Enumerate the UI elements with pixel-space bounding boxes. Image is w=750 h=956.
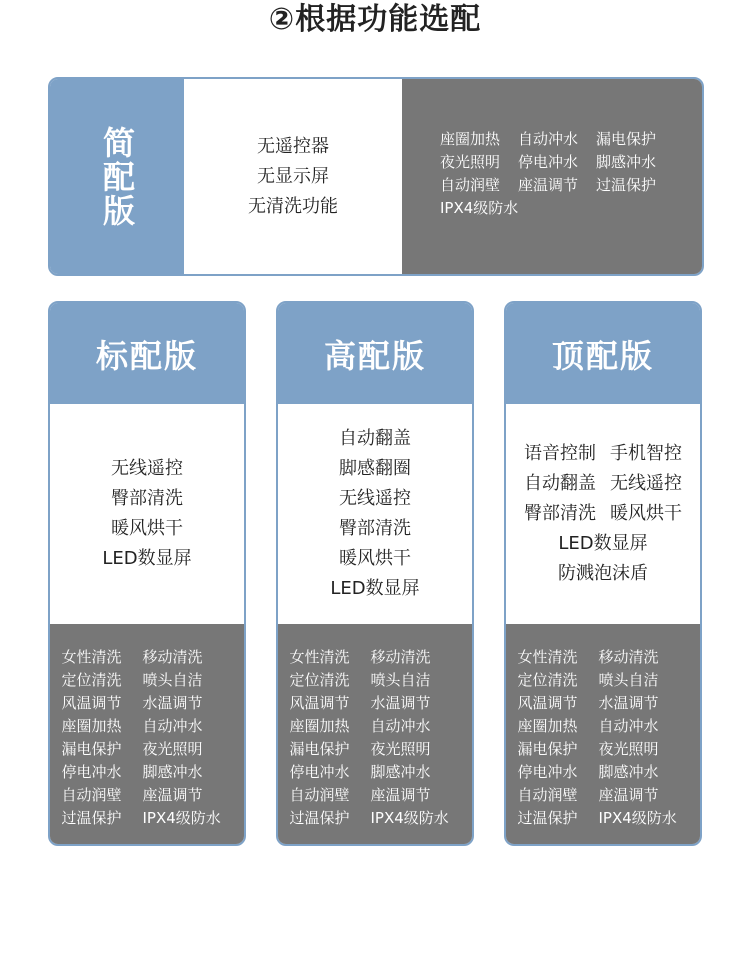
feature-item: 脚感冲水 (370, 763, 431, 781)
feature-item: IPX4级防水 (142, 809, 221, 827)
feature-item: 脚感冲水 (598, 763, 659, 781)
highlight-row (330, 574, 419, 604)
feature-item: 脚感冲水 (596, 153, 657, 171)
page-title: ②根据功能选配 (268, 2, 482, 37)
tier-feature-list (50, 624, 244, 844)
feature-item: 座温调节 (370, 786, 431, 804)
feature-item: 女性清洗 (289, 648, 350, 666)
feature-item: 定位清洗 (517, 671, 578, 689)
feature-item: 水温调节 (142, 694, 203, 712)
feature-item: 自动润壁 (440, 176, 501, 194)
feature-item: 夜光照明 (142, 740, 203, 758)
feature-item: 喷头自洁 (142, 671, 203, 689)
basic-missing-list (184, 79, 402, 274)
feature-item: 漏电保护 (596, 130, 657, 148)
feature-item: 自动冲水 (518, 130, 579, 148)
feature-item: 座圈加热 (61, 717, 122, 735)
premium-edition-card (504, 301, 702, 846)
feature-item: 自动冲水 (370, 717, 431, 735)
feature-item: IPX4级防水 (370, 809, 449, 827)
highlight-row (111, 454, 183, 484)
feature-item: 定位清洗 (61, 671, 122, 689)
highlight-row (339, 514, 411, 544)
highlight-item: 暖风烘干 (111, 518, 183, 539)
highlight-row (558, 559, 648, 589)
tier-highlight-list (278, 404, 472, 624)
feature-item: 漏电保护 (517, 740, 578, 758)
tier-highlight-list (50, 404, 244, 624)
feature-item: 座温调节 (518, 176, 579, 194)
highlight-row (111, 484, 183, 514)
feature-item: 停电冲水 (289, 763, 350, 781)
feature-item: 夜光照明 (370, 740, 431, 758)
feature-item: 座温调节 (598, 786, 659, 804)
feature-item: 水温调节 (598, 694, 659, 712)
feature-item: 过温保护 (289, 809, 350, 827)
highlight-item: 暖风烘干 (610, 503, 682, 524)
feature-item: 风温调节 (61, 694, 122, 712)
highlight-item: 无线遥控 (339, 488, 411, 509)
feature-item: 喷头自洁 (370, 671, 431, 689)
highlight-item: 臀部清洗 (339, 518, 411, 539)
basic-missing-item: 无遥控器 (257, 135, 329, 157)
feature-item: 过温保护 (517, 809, 578, 827)
feature-item: 夜光照明 (598, 740, 659, 758)
feature-item: 漏电保护 (289, 740, 350, 758)
advanced-edition-card (276, 301, 474, 846)
highlight-row (102, 544, 191, 574)
feature-item: 过温保护 (61, 809, 122, 827)
tier-feature-list (506, 624, 700, 844)
feature-item: 自动润壁 (61, 786, 122, 804)
highlight-row (524, 439, 682, 469)
feature-item: 脚感冲水 (142, 763, 203, 781)
highlight-item: LED数显屏 (102, 548, 192, 569)
basic-edition-card (48, 77, 704, 276)
highlight-item: 暖风烘干 (339, 548, 411, 569)
highlight-item: 脚感翻圈 (339, 458, 411, 479)
feature-item: 移动清洗 (370, 648, 431, 666)
highlight-row (558, 529, 647, 559)
feature-item: 自动冲水 (142, 717, 203, 735)
feature-item: 夜光照明 (440, 153, 501, 171)
tier-highlight-list (506, 404, 700, 624)
highlight-item: LED数显屏 (330, 578, 420, 599)
highlight-item: 臀部清洗 (111, 488, 183, 509)
basic-edition-name: 简配版 (98, 125, 136, 228)
feature-item: 定位清洗 (289, 671, 350, 689)
highlight-row (339, 484, 411, 514)
feature-item: 喷头自洁 (598, 671, 659, 689)
feature-item: 女性清洗 (61, 648, 122, 666)
basic-missing-item: 无显示屏 (257, 165, 329, 187)
feature-item: 座圈加热 (289, 717, 350, 735)
highlight-item: 手机智控 (610, 443, 682, 464)
feature-item: 自动润壁 (289, 786, 350, 804)
highlight-row (339, 454, 411, 484)
feature-item: 女性清洗 (517, 648, 578, 666)
feature-item: IPX4级防水 (598, 809, 677, 827)
tier-name: 标配版 (50, 303, 244, 404)
highlight-row (111, 514, 183, 544)
highlight-item: 自动翻盖 (524, 473, 596, 494)
feature-item: 停电冲水 (518, 153, 579, 171)
highlight-item: 无线遥控 (111, 458, 183, 479)
basic-edition-name-panel (50, 79, 184, 274)
feature-item: 停电冲水 (61, 763, 122, 781)
feature-item: IPX4级防水 (440, 199, 519, 217)
basic-missing-item: 无清洗功能 (248, 195, 338, 217)
highlight-row (524, 469, 682, 499)
tier-feature-list (278, 624, 472, 844)
highlight-row (524, 499, 682, 529)
feature-item: 座圈加热 (517, 717, 578, 735)
highlight-item: 臀部清洗 (524, 503, 596, 524)
feature-item: 移动清洗 (598, 648, 659, 666)
feature-item: 风温调节 (289, 694, 350, 712)
feature-item: 停电冲水 (517, 763, 578, 781)
feature-item: 自动润壁 (517, 786, 578, 804)
standard-edition-card (48, 301, 246, 846)
highlight-row (339, 424, 411, 454)
feature-item: 漏电保护 (61, 740, 122, 758)
feature-item: 自动冲水 (598, 717, 659, 735)
feature-item: 移动清洗 (142, 648, 203, 666)
highlight-item: 语音控制 (524, 443, 596, 464)
highlight-item: 无线遥控 (610, 473, 682, 494)
feature-item: 座温调节 (142, 786, 203, 804)
highlight-row (339, 544, 411, 574)
highlight-item: 防溅泡沫盾 (558, 563, 648, 584)
feature-item: 过温保护 (596, 176, 657, 194)
highlight-item: 自动翻盖 (339, 428, 411, 449)
tier-name: 顶配版 (506, 303, 700, 404)
feature-item: 座圈加热 (440, 130, 501, 148)
highlight-item: LED数显屏 (558, 533, 648, 554)
basic-feature-list (402, 79, 702, 274)
feature-item: 水温调节 (370, 694, 431, 712)
tier-name: 高配版 (278, 303, 472, 404)
feature-item: 风温调节 (517, 694, 578, 712)
